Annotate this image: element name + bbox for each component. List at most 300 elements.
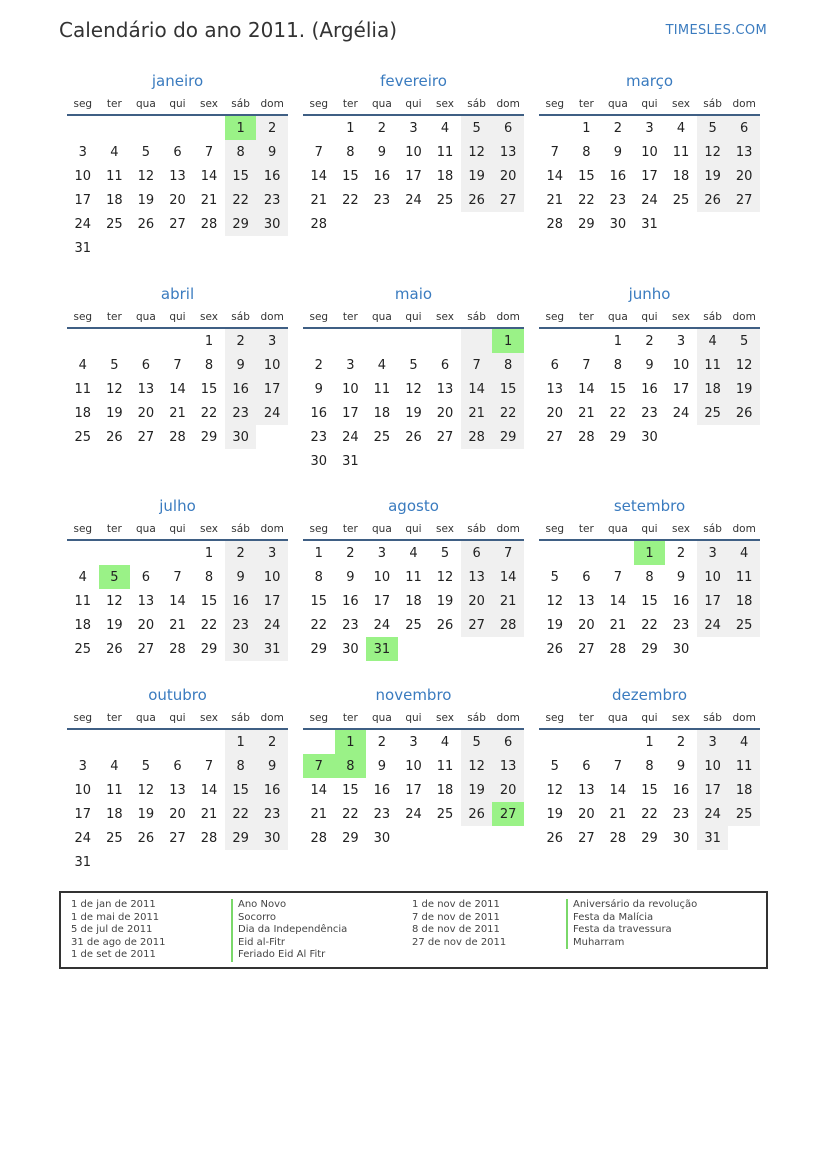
day-cell: 13 [492, 754, 524, 778]
day-cell: 8 [645, 758, 654, 774]
empty-cell [728, 212, 760, 236]
day-cell: 10 [373, 569, 391, 585]
day-cell: 11 [373, 381, 391, 397]
day-cell: 22 [578, 192, 595, 208]
empty-cell [429, 212, 461, 236]
weekday-header: ter [335, 519, 367, 540]
day-cell: 29 [578, 216, 595, 232]
week-row [539, 212, 760, 236]
month-table [303, 708, 524, 850]
week-row [303, 449, 524, 473]
empty-cell [162, 236, 194, 260]
empty-cell [193, 236, 225, 260]
weekday-header: sex [193, 94, 225, 115]
day-cell: 28 [310, 830, 328, 846]
weekday-header: seg [303, 307, 335, 328]
day-cell: 5 [440, 545, 450, 561]
day-cell: 10 [342, 381, 359, 397]
day-cell: 7 [582, 357, 591, 373]
month-julho [67, 495, 288, 661]
day-cell: 1 [225, 729, 257, 754]
month-outubro [67, 684, 288, 874]
day-cell: 15 [225, 164, 257, 188]
day-cell: 7 [173, 569, 182, 585]
empty-cell [697, 212, 729, 236]
weekday-header: qui [634, 519, 666, 540]
day-cell: 8 [225, 140, 257, 164]
legend-date: 31 de ago de 2011 [71, 936, 166, 948]
day-cell: 2 [256, 115, 288, 140]
day-cell: 2 [225, 540, 257, 565]
day-cell: 18 [672, 168, 690, 184]
day-cell: 3 [78, 758, 87, 774]
day-cell: 30 [342, 641, 359, 657]
month-name: janeiro [151, 72, 204, 90]
day-cell: 18 [728, 778, 760, 802]
empty-cell [492, 212, 524, 236]
month-name: agosto [388, 497, 439, 515]
day-cell: 9 [377, 758, 387, 774]
week-row [539, 613, 760, 637]
month-novembro [303, 684, 524, 850]
day-cell: 9 [225, 353, 257, 377]
day-cell: 16 [225, 377, 257, 401]
weekday-header: dom [256, 708, 288, 729]
day-cell: 9 [613, 144, 623, 160]
week-row [67, 425, 288, 449]
day-cell: 24 [405, 192, 422, 208]
day-cell: 23 [256, 188, 288, 212]
week-row [67, 802, 288, 826]
week-row [539, 164, 760, 188]
weekday-header: sáb [697, 94, 729, 115]
day-cell: 9 [256, 140, 288, 164]
day-cell: 25 [728, 802, 760, 826]
empty-cell [539, 115, 571, 140]
day-cell: 31 [256, 637, 288, 661]
day-cell: 4 [78, 357, 87, 373]
empty-cell [665, 212, 697, 236]
day-cell: 5 [141, 758, 151, 774]
weekday-header: qua [602, 94, 634, 115]
day-cell: 4 [110, 758, 119, 774]
day-cell: 14 [609, 782, 627, 798]
week-row [539, 328, 760, 353]
day-cell: 14 [461, 377, 493, 401]
day-cell: 4 [409, 545, 418, 561]
empty-cell [461, 826, 493, 850]
day-cell: 28 [546, 216, 564, 232]
day-cell: 16 [256, 778, 288, 802]
day-cell: 13 [137, 381, 155, 397]
day-cell: 17 [405, 168, 422, 184]
week-row [539, 637, 760, 661]
day-cell: 30 [609, 216, 627, 232]
week-row [539, 377, 760, 401]
weekday-header: sex [429, 708, 461, 729]
weekday-header: sex [665, 708, 697, 729]
day-cell: 14 [169, 381, 186, 397]
weekday-header: ter [99, 94, 131, 115]
day-cell: 28 [461, 425, 493, 449]
day-cell: 20 [137, 617, 155, 633]
empty-cell [256, 425, 288, 449]
day-cell: 17 [697, 778, 729, 802]
weekday-header: sex [665, 94, 697, 115]
day-cell: 19 [461, 778, 493, 802]
legend-holiday-name: Festa da travessura [573, 924, 672, 935]
legend-date: 27 de nov de 2011 [412, 936, 507, 948]
weekday-header: qui [398, 519, 430, 540]
day-cell: 12 [106, 593, 123, 609]
day-cell: 5 [409, 357, 418, 373]
day-cell: 30 [672, 641, 690, 657]
day-cell: 31 [74, 240, 92, 256]
empty-cell [99, 540, 131, 565]
day-cell: 2 [256, 729, 288, 754]
day-cell: 30 [641, 429, 658, 445]
weekday-header: qua [602, 708, 634, 729]
weekday-header: sáb [461, 519, 493, 540]
day-cell: 7 [461, 353, 493, 377]
day-cell: 17 [342, 405, 359, 421]
weekday-header: ter [99, 708, 131, 729]
empty-cell [193, 850, 225, 874]
weekday-header: seg [539, 307, 571, 328]
day-cell: 18 [373, 405, 391, 421]
weekday-header: sáb [461, 94, 493, 115]
week-row [67, 377, 288, 401]
weekday-header: qui [162, 94, 194, 115]
day-cell: 19 [697, 164, 729, 188]
empty-cell [461, 637, 493, 661]
weekday-header: qua [366, 94, 398, 115]
empty-cell [461, 212, 493, 236]
day-cell: 14 [200, 782, 218, 798]
day-cell: 15 [342, 782, 359, 798]
empty-cell [366, 212, 398, 236]
day-cell: 29 [342, 830, 359, 846]
day-cell: 16 [342, 593, 359, 609]
day-cell: 11 [672, 144, 690, 160]
day-cell: 20 [461, 589, 493, 613]
day-cell: 23 [225, 613, 257, 637]
day-cell: 12 [728, 353, 760, 377]
day-cell: 14 [310, 168, 328, 184]
day-cell: 26 [546, 641, 564, 657]
empty-cell [461, 328, 493, 353]
empty-cell [398, 826, 430, 850]
week-row [67, 236, 288, 260]
week-row [303, 778, 524, 802]
day-cell: 8 [492, 353, 524, 377]
day-cell: 20 [492, 778, 524, 802]
day-cell: 20 [728, 164, 760, 188]
day-cell: 14 [546, 168, 564, 184]
day-cell: 13 [492, 140, 524, 164]
week-row [303, 540, 524, 565]
weekday-header: qui [162, 307, 194, 328]
legend-left-names [231, 899, 347, 962]
day-cell: 27 [578, 641, 595, 657]
day-cell: 25 [74, 641, 92, 657]
day-cell: 3 [645, 120, 654, 136]
empty-cell [539, 540, 571, 565]
day-cell: 2 [377, 120, 387, 136]
day-cell: 20 [578, 617, 595, 633]
day-cell: 2 [346, 545, 355, 561]
day-cell: 21 [169, 617, 186, 633]
day-cell: 31 [697, 826, 729, 850]
empty-cell [429, 328, 461, 353]
weekday-header: seg [303, 708, 335, 729]
empty-cell [429, 826, 461, 850]
week-row [67, 637, 288, 661]
empty-cell [492, 449, 524, 473]
weekday-header: sex [193, 307, 225, 328]
day-cell: 22 [342, 806, 359, 822]
day-cell: 1 [204, 545, 214, 561]
week-row [539, 565, 760, 589]
day-cell: 14 [310, 782, 328, 798]
day-cell: 1 [314, 545, 323, 561]
day-cell: 5 [461, 729, 493, 754]
month-name: abril [160, 285, 195, 303]
day-cell: 6 [173, 758, 182, 774]
day-cell: 16 [373, 782, 391, 798]
week-row [303, 637, 524, 661]
day-cell: 26 [461, 802, 493, 826]
empty-cell [162, 729, 194, 754]
day-cell: 3 [256, 328, 288, 353]
day-cell: 23 [310, 429, 328, 445]
day-cell: 6 [173, 144, 182, 160]
day-cell: 5 [110, 357, 119, 373]
day-cell: 15 [609, 381, 627, 397]
day-cell: 19 [106, 617, 123, 633]
day-cell: 24 [74, 216, 92, 232]
day-cell: 10 [697, 754, 729, 778]
week-row [539, 802, 760, 826]
day-cell: 11 [436, 758, 454, 774]
day-cell: 8 [314, 569, 323, 585]
day-cell: 15 [641, 593, 658, 609]
day-cell: 24 [373, 617, 391, 633]
day-cell: 18 [74, 405, 92, 421]
day-cell: 12 [436, 569, 454, 585]
weekday-header: sáb [697, 519, 729, 540]
day-cell: 28 [200, 830, 218, 846]
brand-link[interactable]: TIMESLES.COM [665, 23, 767, 38]
day-cell: 19 [405, 405, 422, 421]
day-cell: 20 [546, 405, 564, 421]
month-fevereiro [303, 70, 524, 236]
month-table [539, 519, 760, 661]
weekday-header: sáb [461, 708, 493, 729]
week-row [67, 754, 288, 778]
holiday-day-cell: 31 [366, 637, 398, 661]
week-row [67, 212, 288, 236]
weekday-header: dom [256, 94, 288, 115]
day-cell: 11 [106, 782, 123, 798]
weekday-header: qui [634, 708, 666, 729]
legend-date: 5 de jul de 2011 [71, 924, 153, 935]
empty-cell [130, 540, 162, 565]
week-row [67, 729, 288, 754]
day-cell: 25 [74, 429, 92, 445]
day-cell: 27 [492, 188, 524, 212]
weekday-header: ter [571, 519, 603, 540]
day-cell: 17 [74, 192, 92, 208]
day-cell: 24 [256, 401, 288, 425]
day-cell: 19 [461, 164, 493, 188]
empty-cell [256, 850, 288, 874]
legend-date: 1 de nov de 2011 [412, 899, 500, 910]
day-cell: 17 [405, 782, 422, 798]
empty-cell [571, 729, 603, 754]
empty-cell [67, 540, 99, 565]
week-row [539, 401, 760, 425]
day-cell: 3 [409, 734, 418, 750]
day-cell: 10 [672, 357, 690, 373]
day-cell: 9 [256, 754, 288, 778]
empty-cell [728, 637, 760, 661]
day-cell: 19 [546, 806, 564, 822]
day-cell: 1 [645, 734, 654, 750]
day-cell: 28 [200, 216, 218, 232]
week-row [67, 826, 288, 850]
day-cell: 22 [200, 405, 218, 421]
day-cell: 27 [578, 830, 595, 846]
weekday-header: ter [571, 708, 603, 729]
day-cell: 9 [676, 569, 686, 585]
day-cell: 9 [314, 381, 323, 397]
day-cell: 31 [342, 453, 359, 469]
empty-cell [571, 328, 603, 353]
day-cell: 14 [200, 168, 218, 184]
month-junho [539, 283, 760, 449]
weekday-header: qua [366, 519, 398, 540]
empty-cell [162, 850, 194, 874]
day-cell: 11 [728, 565, 760, 589]
day-cell: 11 [74, 381, 92, 397]
day-cell: 13 [436, 381, 454, 397]
day-cell: 1 [346, 120, 355, 136]
week-row [303, 353, 524, 377]
month-table [67, 519, 288, 661]
empty-cell [67, 328, 99, 353]
day-cell: 12 [405, 381, 422, 397]
week-row [67, 613, 288, 637]
legend-date: 8 de nov de 2011 [412, 924, 500, 935]
day-cell: 24 [405, 806, 422, 822]
weekday-header: dom [492, 519, 524, 540]
day-cell: 16 [256, 164, 288, 188]
day-cell: 27 [169, 216, 186, 232]
day-cell: 20 [492, 164, 524, 188]
week-row [303, 328, 524, 353]
week-row [67, 353, 288, 377]
week-row [67, 778, 288, 802]
day-cell: 15 [200, 381, 218, 397]
day-cell: 30 [256, 826, 288, 850]
month-table [303, 519, 524, 661]
day-cell: 25 [436, 192, 454, 208]
day-cell: 10 [405, 758, 422, 774]
month-agosto [303, 495, 524, 661]
weekday-header: dom [492, 94, 524, 115]
weekday-header: sex [429, 307, 461, 328]
empty-cell [303, 115, 335, 140]
day-cell: 29 [641, 830, 658, 846]
day-cell: 27 [169, 830, 186, 846]
empty-cell [162, 115, 194, 140]
legend-date: 1 de mai de 2011 [71, 911, 160, 923]
day-cell: 12 [546, 782, 564, 798]
day-cell: 16 [225, 589, 257, 613]
day-cell: 16 [609, 168, 627, 184]
day-cell: 13 [169, 782, 186, 798]
day-cell: 28 [578, 429, 595, 445]
day-cell: 25 [106, 216, 123, 232]
empty-cell [571, 540, 603, 565]
weekday-header: ter [571, 94, 603, 115]
weekday-header: qua [366, 307, 398, 328]
week-row [539, 188, 760, 212]
weekday-header: sex [665, 307, 697, 328]
month-name: junho [628, 285, 671, 303]
day-cell: 6 [492, 729, 524, 754]
month-table [67, 708, 288, 874]
day-cell: 17 [641, 168, 658, 184]
day-cell: 26 [436, 617, 454, 633]
day-cell: 19 [137, 806, 155, 822]
weekday-header: seg [303, 519, 335, 540]
day-cell: 25 [672, 192, 690, 208]
day-cell: 19 [436, 593, 454, 609]
month-table [539, 708, 760, 850]
day-cell: 18 [728, 589, 760, 613]
day-cell: 6 [461, 540, 493, 565]
legend-right-names [566, 899, 697, 949]
day-cell: 25 [697, 401, 729, 425]
day-cell: 19 [106, 405, 123, 421]
day-cell: 8 [613, 357, 623, 373]
empty-cell [335, 212, 367, 236]
holiday-day-cell: 5 [99, 565, 131, 589]
month-name: outubro [148, 686, 207, 704]
week-row [67, 565, 288, 589]
day-cell: 3 [377, 545, 387, 561]
weekday-header: dom [492, 307, 524, 328]
empty-cell [461, 449, 493, 473]
day-cell: 11 [106, 168, 123, 184]
empty-cell [130, 236, 162, 260]
empty-cell [99, 850, 131, 874]
weekday-header: ter [571, 307, 603, 328]
day-cell: 13 [461, 565, 493, 589]
day-cell: 14 [609, 593, 627, 609]
day-cell: 29 [200, 429, 218, 445]
day-cell: 24 [342, 429, 359, 445]
week-row [67, 589, 288, 613]
day-cell: 4 [676, 120, 686, 136]
day-cell: 15 [492, 377, 524, 401]
day-cell: 14 [169, 593, 186, 609]
day-cell: 17 [672, 381, 690, 397]
month-table [67, 307, 288, 449]
weekday-header: sáb [225, 519, 257, 540]
